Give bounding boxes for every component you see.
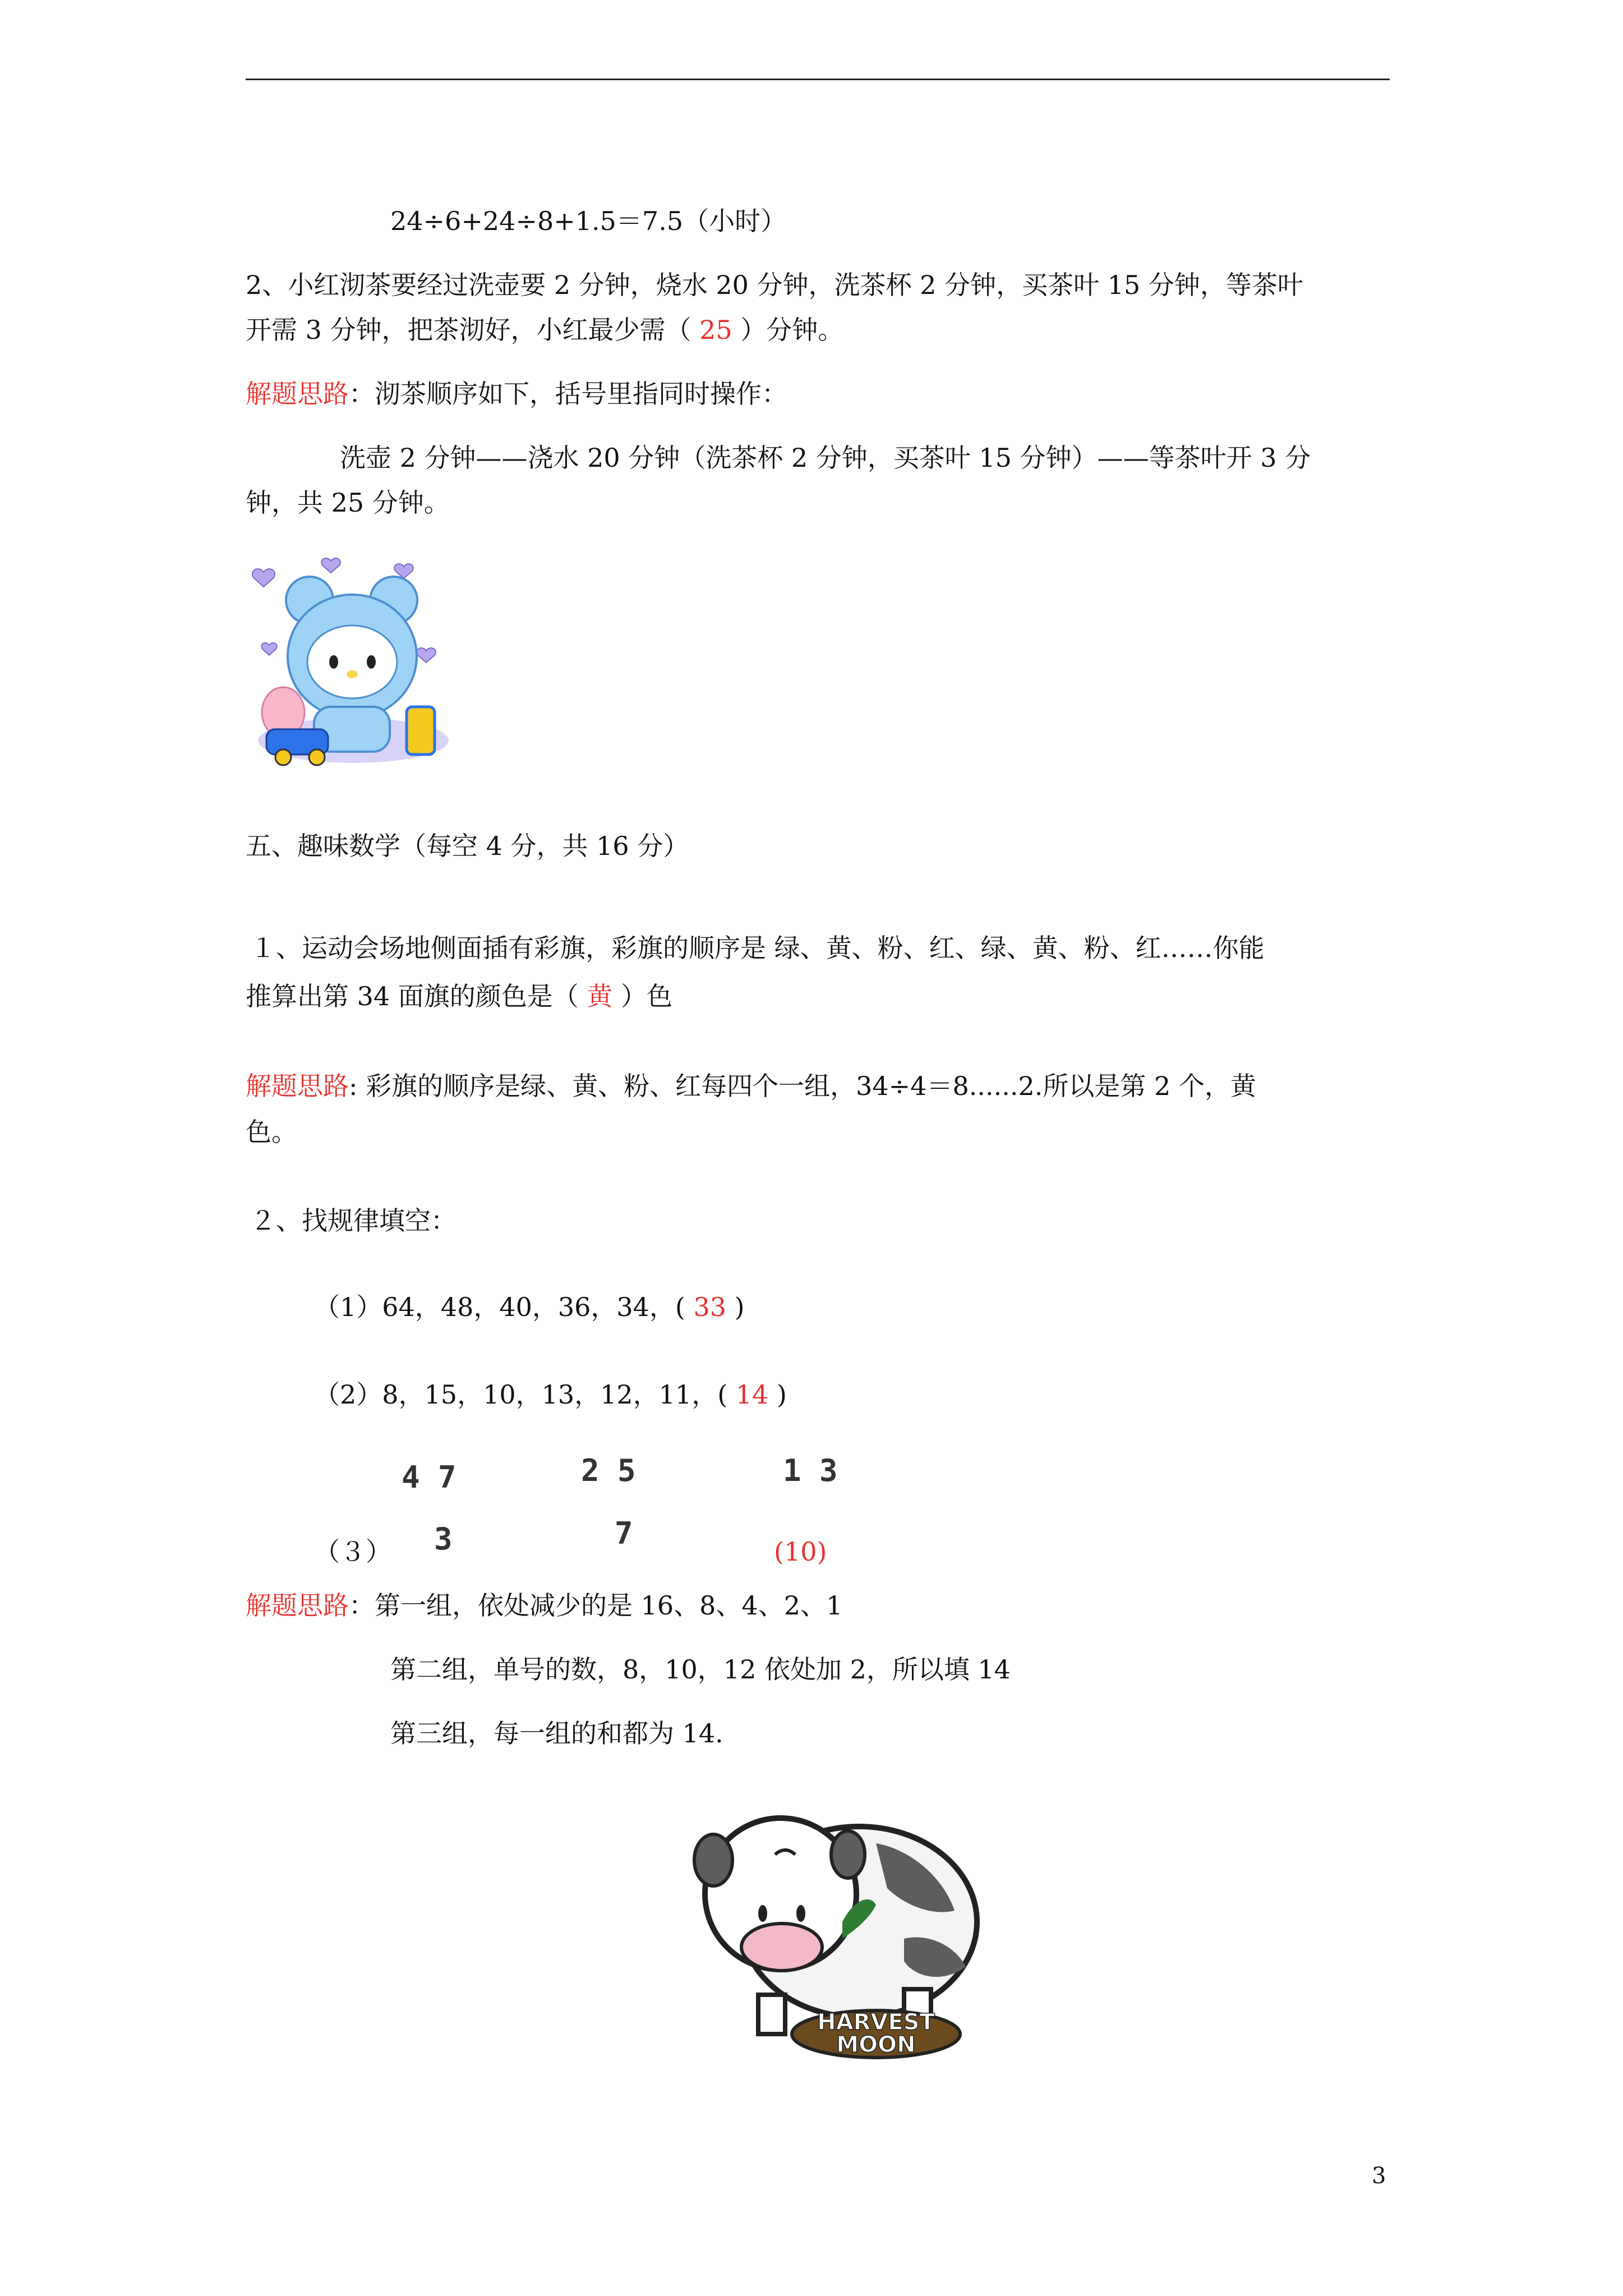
q2-line2: 开需 3 分钟，把茶沏好，小红最少需（ 25 ）分钟。 [246,315,844,345]
s5-q1-hint-line2: 色。 [246,1117,297,1147]
kitty-bear-illustration [247,544,454,769]
hint-label: 解题思路 [246,379,349,409]
hint-label: 解题思路 [246,1071,349,1101]
hint-label: 解题思路 [246,1590,349,1621]
s5-hint-line3: 第三组，每一组的和都为 14. [390,1718,723,1749]
q2-steps-line2: 钟，共 25 分钟。 [246,487,450,518]
s5-q1-line2: 推算出第 34 面旗的颜色是（ 黄 ）色 [246,981,673,1011]
group2-top: 2 5 [581,1453,636,1488]
q2-line1: 2、小红沏茶要经过洗壶要 2 分钟，烧水 20 分钟，洗茶杯 2 分钟，买茶叶 15 分钟，等茶叶 [246,270,1303,300]
sequence-1: （1）64，48，40，36，34，( 33 ) [314,1292,745,1322]
q2-steps-line1: 洗壶 2 分钟——浇水 20 分钟（洗茶杯 2 分钟，买茶叶 15 分钟）——等茶叶开 3 分 [340,443,1311,473]
q2-answer: 25 [699,315,732,345]
seq1-answer: 33 [693,1292,727,1322]
s5-q1-answer: 黄 [587,981,613,1011]
q2-hint: 解题思路：沏茶顺序如下，括号里指同时操作： [246,379,787,409]
s5-q1-hint-line1: 解题思路: 彩旗的顺序是绿、黄、粉、红每四个一组，34÷4＝8......2.所以是第 2 个，黄 [246,1071,1256,1101]
s5-hint-line1: 解题思路：第一组，依处减少的是 16、8、4、2、1 [246,1590,843,1621]
group2-bottom: 7 [615,1516,633,1551]
s5-q1-line1: １、运动会场地侧面插有彩旗，彩旗的顺序是 绿、黄、粉、红、绿、黄、粉、红……你能 [250,933,1265,963]
logo-line1: HARVEST [817,2009,935,2035]
calc-line: 24÷6+24÷8+1.5＝7.5（小时） [390,206,787,236]
s5-q2-title: ２、找规律填空： [250,1205,457,1236]
group3-top: 1 3 [783,1453,838,1488]
group1-top: 4 7 [402,1460,457,1495]
sequence-2: （2）8，15，10，13，12，11，( 14 ) [314,1379,787,1410]
header-rule [246,79,1390,80]
harvest-moon-cow-logo [691,1810,983,2062]
group1-bottom: 3 [434,1521,453,1557]
s5-hint-line2: 第二组，单号的数，8，10，12 依处加 2，所以填 14 [390,1654,1011,1685]
page-number: 3 [1372,2163,1386,2189]
logo-line2: MOON [836,2032,916,2058]
section5-title: 五、趣味数学（每空 4 分，共 16 分） [246,831,689,861]
sequence-3-label: （３） [314,1536,391,1567]
seq3-answer: (10) [774,1536,827,1567]
seq2-answer: 14 [735,1379,769,1410]
